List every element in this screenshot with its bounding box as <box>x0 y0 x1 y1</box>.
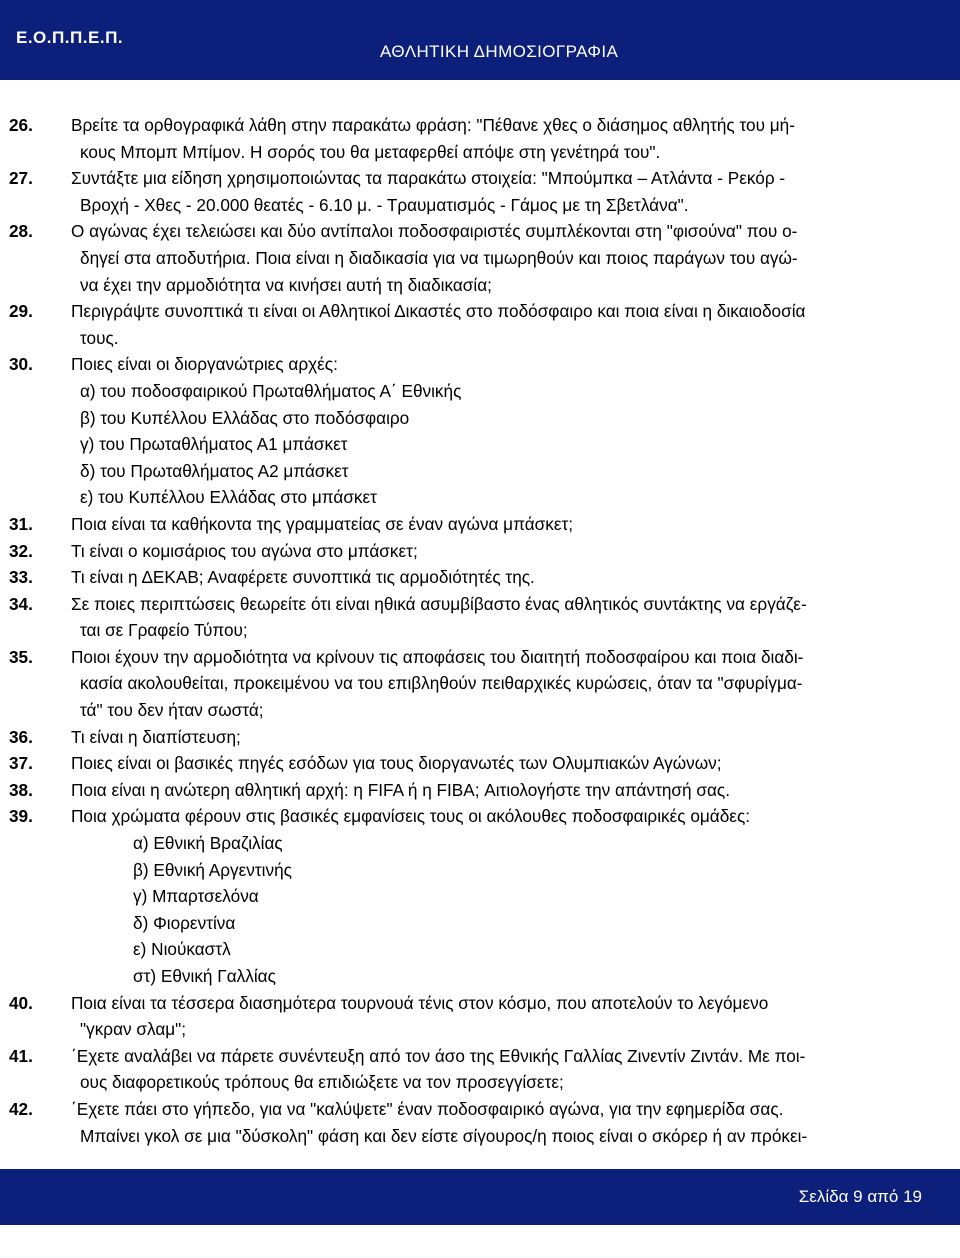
course-title: ΑΘΛΗΤΙΚΗ ΔΗΜΟΣΙΟΓΡΑΦΙΑ <box>380 42 619 61</box>
question-text-line: δηγεί στα αποδυτήρια. Ποια είναι η διαδικασία για να τιμωρηθούν και ποιος παράγων του αγώ- <box>80 247 798 268</box>
question-text-line: "γκραν σλαμ"; <box>80 1019 187 1040</box>
question-option: β) Εθνική Αργεντινής <box>133 859 292 880</box>
question-number: 37. <box>9 753 33 774</box>
page-header <box>0 0 960 80</box>
question-item <box>0 564 960 591</box>
question-text-line: Σε ποιες περιπτώσεις θεωρείτε ότι είναι ηθικά ασυμβίβαστο ένας αθλητικός συντάκτης να εργάζε- <box>71 593 807 614</box>
question-text-line: Ποια είναι τα καθήκοντα της γραμματείας σε έναν αγώνα μπάσκετ; <box>71 513 574 534</box>
question-number: 33. <box>9 567 33 588</box>
question-item <box>0 298 960 351</box>
question-text-line: Συντάξτε μια είδηση χρησιμοποιώντας τα παρακάτω στοιχεία: "Μπούμπκα – Ατλάντα - Ρεκόρ - <box>71 168 786 189</box>
question-item <box>0 724 960 751</box>
question-number: 36. <box>9 726 33 747</box>
question-text-line: Τι είναι η ΔΕΚΑΒ; Αναφέρετε συνοπτικά τις αρμοδιότητές της. <box>71 567 535 588</box>
question-text-line: Περιγράψτε συνοπτικά τι είναι οι Αθλητικοί Δικαστές στο ποδόσφαιρο και ποια είναι η δικαιοδοσία <box>71 301 806 322</box>
question-item <box>0 644 960 724</box>
question-text-line: να έχει την αρμοδιότητα να κινήσει αυτή τη διαδικασία; <box>80 274 492 295</box>
question-option: β) του Κυπέλλου Ελλάδας στο ποδόσφαιρο <box>80 407 410 428</box>
question-text-line: Τι είναι η διαπίστευση; <box>71 726 241 747</box>
question-item <box>0 777 960 804</box>
question-number: 28. <box>9 221 33 242</box>
question-option: α) του ποδοσφαιρικού Πρωταθλήματος Α΄ Εθνικής <box>80 380 462 401</box>
question-text-line: Ο αγώνας έχει τελειώσει και δύο αντίπαλοι ποδοσφαιριστές συμπλέκονται στη "φισούνα" που ο- <box>71 221 798 242</box>
question-number: 42. <box>9 1098 33 1119</box>
question-item <box>0 1043 960 1096</box>
question-item <box>0 218 960 298</box>
question-item <box>0 511 960 538</box>
question-text-line: Ποια είναι η ανώτερη αθλητική αρχή: η FIFA ή η FIBA; Αιτιολογήστε την απάντησή σας. <box>71 779 730 800</box>
question-number: 39. <box>9 806 33 827</box>
question-text-line: κους Μπομπ Μπίμον. Η σορός του θα μεταφερθεί απόψε στη γενέτηρά του". <box>80 141 661 162</box>
org-abbrev: Ε.Ο.Π.Π.Ε.Π. <box>16 28 124 47</box>
question-option: ε) του Κυπέλλου Ελλάδας στο μπάσκετ <box>80 487 377 508</box>
questions-list <box>0 112 960 1149</box>
question-number: 30. <box>9 354 33 375</box>
question-item <box>0 351 960 511</box>
question-text-line: Τι είναι ο κομισάριος του αγώνα στο μπάσκετ; <box>71 540 418 561</box>
question-text-line: Ποιες είναι οι βασικές πηγές εσόδων για τους διοργανωτές των Ολυμπιακών Αγώνων; <box>71 753 722 774</box>
question-number: 31. <box>9 513 33 534</box>
question-number: 32. <box>9 540 33 561</box>
question-text-line: Μπαίνει γκολ σε μια "δύσκολη" φάση και δεν είστε σίγουρος/η ποιος είναι ο σκόρερ ή αν πρόκει- <box>80 1125 808 1146</box>
question-number: 40. <box>9 992 33 1013</box>
question-item <box>0 112 960 165</box>
question-number: 26. <box>9 115 33 135</box>
question-text-line: τά" του δεν ήταν σωστά; <box>80 700 264 721</box>
question-item <box>0 1096 960 1149</box>
question-text-line: Ποιες είναι οι διοργανώτριες αρχές: <box>71 354 338 375</box>
question-text-line: Ποια είναι τα τέσσερα διασημότερα τουρνουά τένις στον κόσμο, που αποτελούν το λεγόμενο <box>71 992 769 1013</box>
question-number: 29. <box>9 301 33 322</box>
question-text-line: ΄Εχετε πάει στο γήπεδο, για να "καλύψετε" έναν ποδοσφαιρικό αγώνα, για την εφημερίδα σας. <box>71 1098 784 1119</box>
question-text-line: τους. <box>80 327 119 348</box>
question-option: γ) Μπαρτσελόνα <box>133 886 259 907</box>
question-option: γ) του Πρωταθλήματος Α1 μπάσκετ <box>80 434 348 455</box>
question-text-line: Βροχή - Χθες - 20.000 θεατές - 6.10 μ. - Τραυματισμός - Γάμος με τη Σβετλάνα". <box>80 194 689 215</box>
question-text-line: Ποιοι έχουν την αρμοδιότητα να κρίνουν τις αποφάσεις του διαιτητή ποδοσφαίρου και ποια διαδι- <box>71 646 804 667</box>
question-number: 27. <box>9 168 33 189</box>
question-text-line: Ποια χρώματα φέρουν στις βασικές εμφανίσεις τους οι ακόλουθες ποδοσφαιρικές ομάδες: <box>71 806 751 827</box>
question-option: α) Εθνική Βραζιλίας <box>133 833 283 854</box>
question-text-line: κασία ακολουθείται, προκειμένου να του επιβληθούν πειθαρχικές κυρώσεις, όταν τα "σφυρίγμα- <box>80 673 803 694</box>
page-number: Σελίδα 9 από 19 <box>798 1187 922 1206</box>
question-number: 41. <box>9 1045 33 1066</box>
question-option: στ) Εθνική Γαλλίας <box>133 966 276 986</box>
question-item <box>0 165 960 218</box>
question-number: 34. <box>9 593 33 614</box>
question-text-line: ους διαφορετικούς τρόπους θα επιδιώξετε να τον προσεγγίσετε; <box>80 1072 564 1093</box>
page-footer <box>0 1169 960 1225</box>
question-option: δ) του Πρωταθλήματος Α2 μπάσκετ <box>80 460 349 481</box>
question-item <box>0 803 960 989</box>
question-option: δ) Φιορεντίνα <box>133 912 236 933</box>
question-text-line: Βρείτε τα ορθογραφικά λάθη στην παρακάτω φράση: "Πέθανε χθες ο διάσημος αθλητής του μή- <box>71 115 795 135</box>
question-item <box>0 538 960 565</box>
question-item <box>0 750 960 777</box>
question-number: 35. <box>9 646 33 667</box>
question-item <box>0 591 960 644</box>
question-text-line: ται σε Γραφείο Τύπου; <box>80 620 248 641</box>
question-option: ε) Νιούκαστλ <box>133 939 231 960</box>
question-text-line: ΄Εχετε αναλάβει να πάρετε συνέντευξη από τον άσο της Εθνικής Γαλλίας Ζινεντίν Ζιντάν. Με ποι- <box>71 1045 806 1066</box>
question-item <box>0 990 960 1043</box>
question-number: 38. <box>9 779 33 800</box>
